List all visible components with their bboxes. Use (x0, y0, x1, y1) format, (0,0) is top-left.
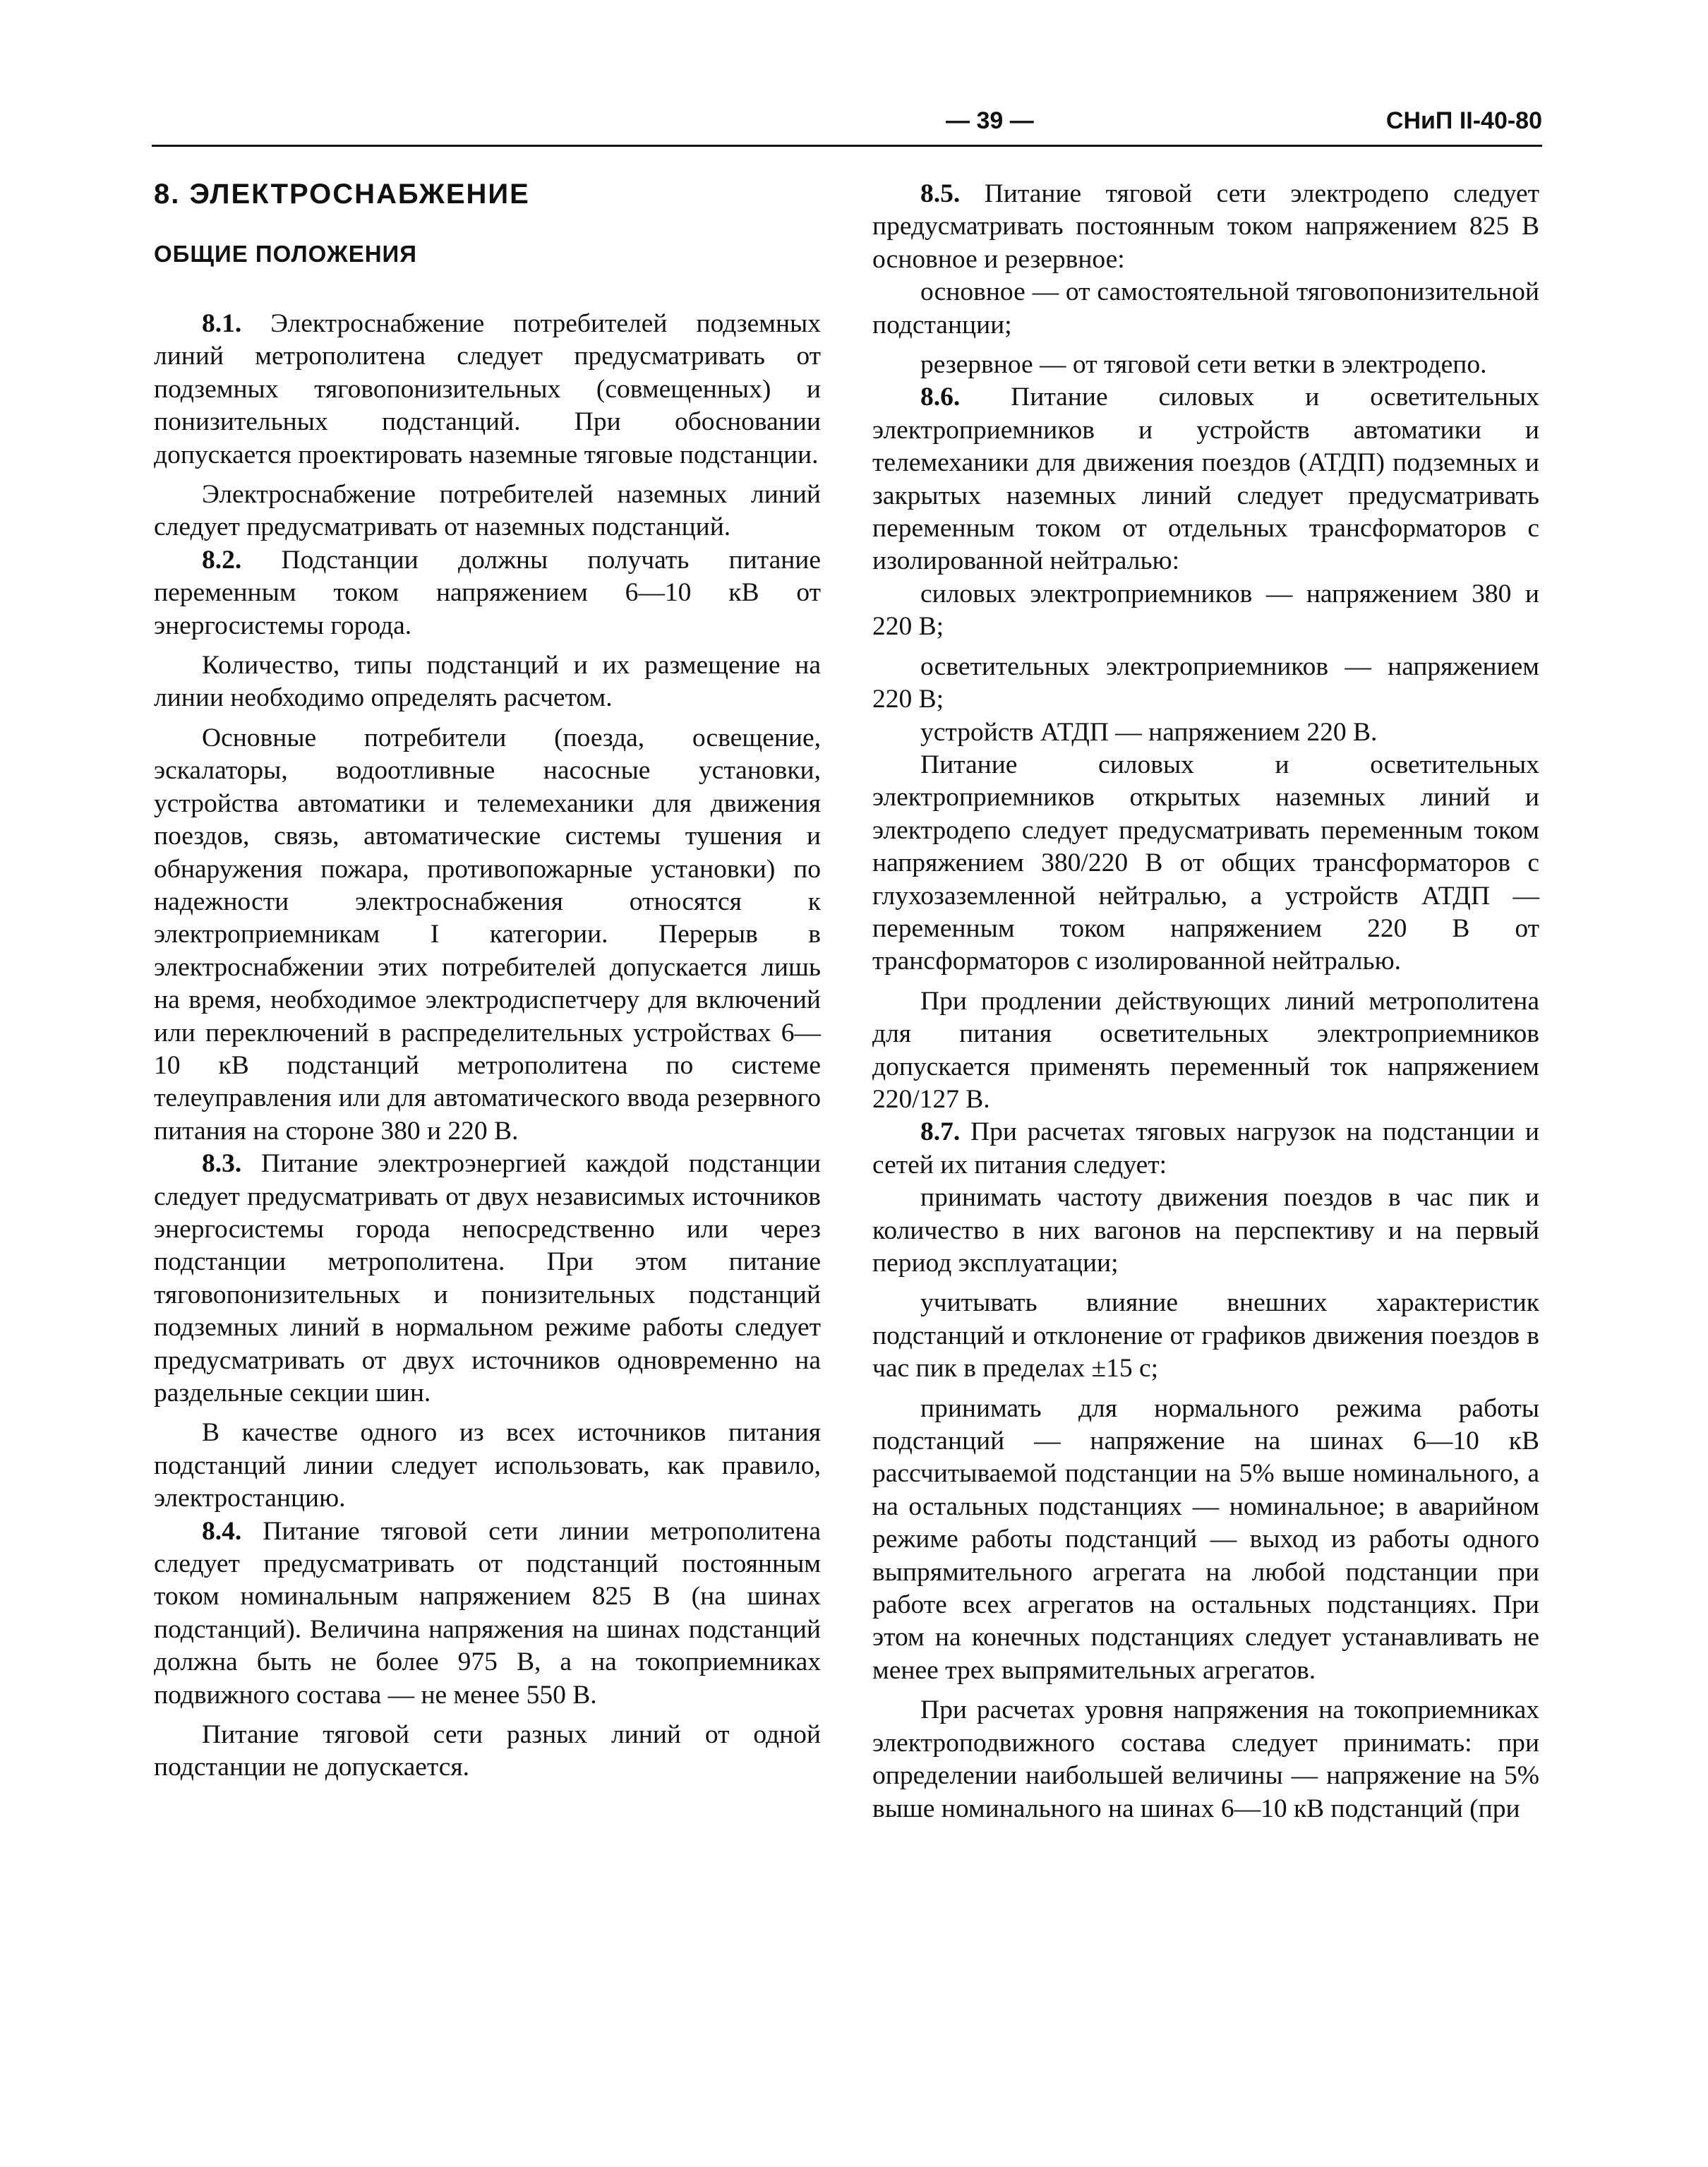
paragraph-text: Питание силовых и осветительных электроприемников и устройств автоматики и телемеханики для движения поездов (АТДП) подземных и закрытых наземных линий следует предусматривать переменным током от отдельных трансформаторов с изолированной нейтралью: (872, 383, 1539, 576)
paragraph (872, 578, 1539, 644)
clause-number: 8.4. (202, 1516, 242, 1546)
paragraph (872, 651, 1539, 716)
paragraph-text: Электроснабжение потребителей подземных линий метрополитена следует предусматривать от подземных тяговопонизительных (совмещенных) и понизительных подстанций. При обосновании допускается проектировать наземные тяговые подстанции. (154, 309, 821, 469)
section-title: 8. ЭЛЕКТРОСНАБЖЕНИЕ (154, 179, 530, 210)
paragraph (154, 1417, 821, 1515)
paragraph-text: Питание силовых и осветительных электроприемников открытых наземных линий и электродепо следует предусматривать переменным током напряжением 380/220 В от общих трансформаторов с глухозаземленной нейтралью, а устройств АТДП — переменным током напряжением 220 В от трансформаторов с изолированной нейтралью. (872, 750, 1539, 976)
header-rule (152, 145, 1542, 147)
paragraph (154, 479, 821, 544)
paragraph (872, 1182, 1539, 1280)
paragraph-text: Питание тяговой сети электродепо следует предусматривать постоянным током напряжением 825 В основное и резервное: (872, 179, 1539, 274)
paragraph (154, 1515, 821, 1712)
paragraph (872, 749, 1539, 978)
paragraph (872, 349, 1539, 381)
paragraph (154, 544, 821, 642)
paragraph-text: При расчетах тяговых нагрузок на подстанции и сетей их питания следует: (872, 1117, 1539, 1179)
clause-number: 8.1. (202, 309, 242, 338)
page-header (152, 104, 1542, 144)
clause-number: 8.3. (202, 1149, 242, 1179)
paragraph-text: Питание электроэнергией каждой подстанции следует предусматривать от двух независимых источников энергосистемы города непосредственно или через подстанции метрополитена. При этом питание тяговопонизительных и понизительных подстанций подземных линий в нормальном режиме работы следует предусматривать от двух источников одновременно на раздельные секции шин. (154, 1149, 821, 1407)
page-number: — 39 — (946, 107, 1034, 134)
paragraph-text: Количество, типы подстанций и их размещение на линии необходимо определять расчетом. (154, 651, 821, 713)
paragraph (872, 1287, 1539, 1385)
clause-number: 8.2. (202, 545, 242, 575)
clause-number: 8.6. (920, 383, 961, 412)
paragraph (154, 308, 821, 472)
paragraph-text: принимать частоту движения поездов в час пик и количество в них вагонов на перспективу и на первый период эксплуатации; (872, 1183, 1539, 1278)
paragraph (154, 1148, 821, 1410)
paragraph (872, 1116, 1539, 1182)
paragraph (872, 381, 1539, 577)
paragraph (872, 276, 1539, 342)
paragraph-text: В качестве одного из всех источников питания подстанций линии следует использовать, как правило, электростанцию. (154, 1418, 821, 1513)
document-code: СНиП II-40-80 (1385, 107, 1542, 134)
paragraph (154, 649, 821, 715)
paragraph-text: резервное — от тяговой сети ветки в электродепо. (920, 350, 1487, 380)
paragraph-text: устройств АТДП — напряжением 220 В. (920, 717, 1378, 747)
paragraph-text: Основные потребители (поезда, освещение, эскалаторы, водоотливные насосные установки, устройства автоматики и телемеханики для движения поездов, связь, автоматические системы тушения и обнаружения пожара, противопожарные установки) по надежности электроснабжения относятся к электроприемникам I категории. Перерыв в электроснабжении этих потребителей допускается лишь на время, необходимое электродиспетчеру для включений или переключений в распределительных устройствах 6—10 кВ подстанций метрополитена по системе телеуправления или для автоматического ввода резервного питания на стороне 380 и 220 В. (154, 723, 821, 1146)
paragraph-text: Питание тяговой сети линии метрополитена следует предусматривать от подстанций постоянным током номинальным напряжением 825 В (на шинах подстанций). Величина напряжения на шинах подстанций должна быть не более 975 В, а на токоприемниках подвижного состава — не менее 550 В. (154, 1516, 821, 1710)
subsection-title: ОБЩИЕ ПОЛОЖЕНИЯ (154, 241, 417, 267)
left-column (154, 178, 821, 1784)
paragraph (872, 985, 1539, 1117)
paragraph (154, 1719, 821, 1784)
right-column (872, 178, 1539, 1825)
paragraph-text: основное — от самостоятельной тяговопонизительной подстанции; (872, 277, 1539, 340)
paragraph-text: силовых электроприемников — напряжением 380 и 220 В; (872, 579, 1539, 642)
paragraph-text: Подстанции должны получать питание переменным током напряжением 6—10 кВ от энергосистемы города. (154, 545, 821, 640)
clause-number: 8.7. (920, 1117, 961, 1147)
paragraph-text: Электроснабжение потребителей наземных линий следует предусматривать от наземных подстанций. (154, 480, 821, 542)
paragraph-text: принимать для нормального режима работы подстанций — напряжение на шинах 6—10 кВ рассчитываемой подстанции на 5% выше номинального, а на остальных подстанциях — номинальное; в аварийном режиме работы подстанций — выход из работы одного выпрямительного агрегата на любой подстанции при работе всех агрегатов на остальных подстанциях. При этом на конечных подстанциях следует устанавливать не менее трех выпрямительных агрегатов. (872, 1393, 1539, 1685)
paragraph (154, 722, 821, 1148)
paragraph-text: Питание тяговой сети разных линий от одной подстанции не допускается. (154, 1720, 821, 1782)
paragraph (872, 1694, 1539, 1825)
clause-number: 8.5. (920, 179, 961, 208)
paragraph (872, 1393, 1539, 1688)
paragraph-text: учитывать влияние внешних характеристик подстанций и отклонение от графиков движения поездов в час пик в пределах ±15 с; (872, 1288, 1539, 1383)
paragraph-text: При расчетах уровня напряжения на токоприемниках электроподвижного состава следует принимать: при определении наибольшей величины — напряжение на 5% выше номинального на шинах 6—10 кВ подстанций (при (872, 1695, 1539, 1823)
paragraph-text: При продлении действующих линий метрополитена для питания осветительных электроприемников допускается применять переменный ток напряжением 220/127 В. (872, 986, 1539, 1114)
paragraph (872, 178, 1539, 276)
paragraph (872, 716, 1539, 749)
paragraph-text: осветительных электроприемников — напряжением 220 В; (872, 652, 1539, 714)
